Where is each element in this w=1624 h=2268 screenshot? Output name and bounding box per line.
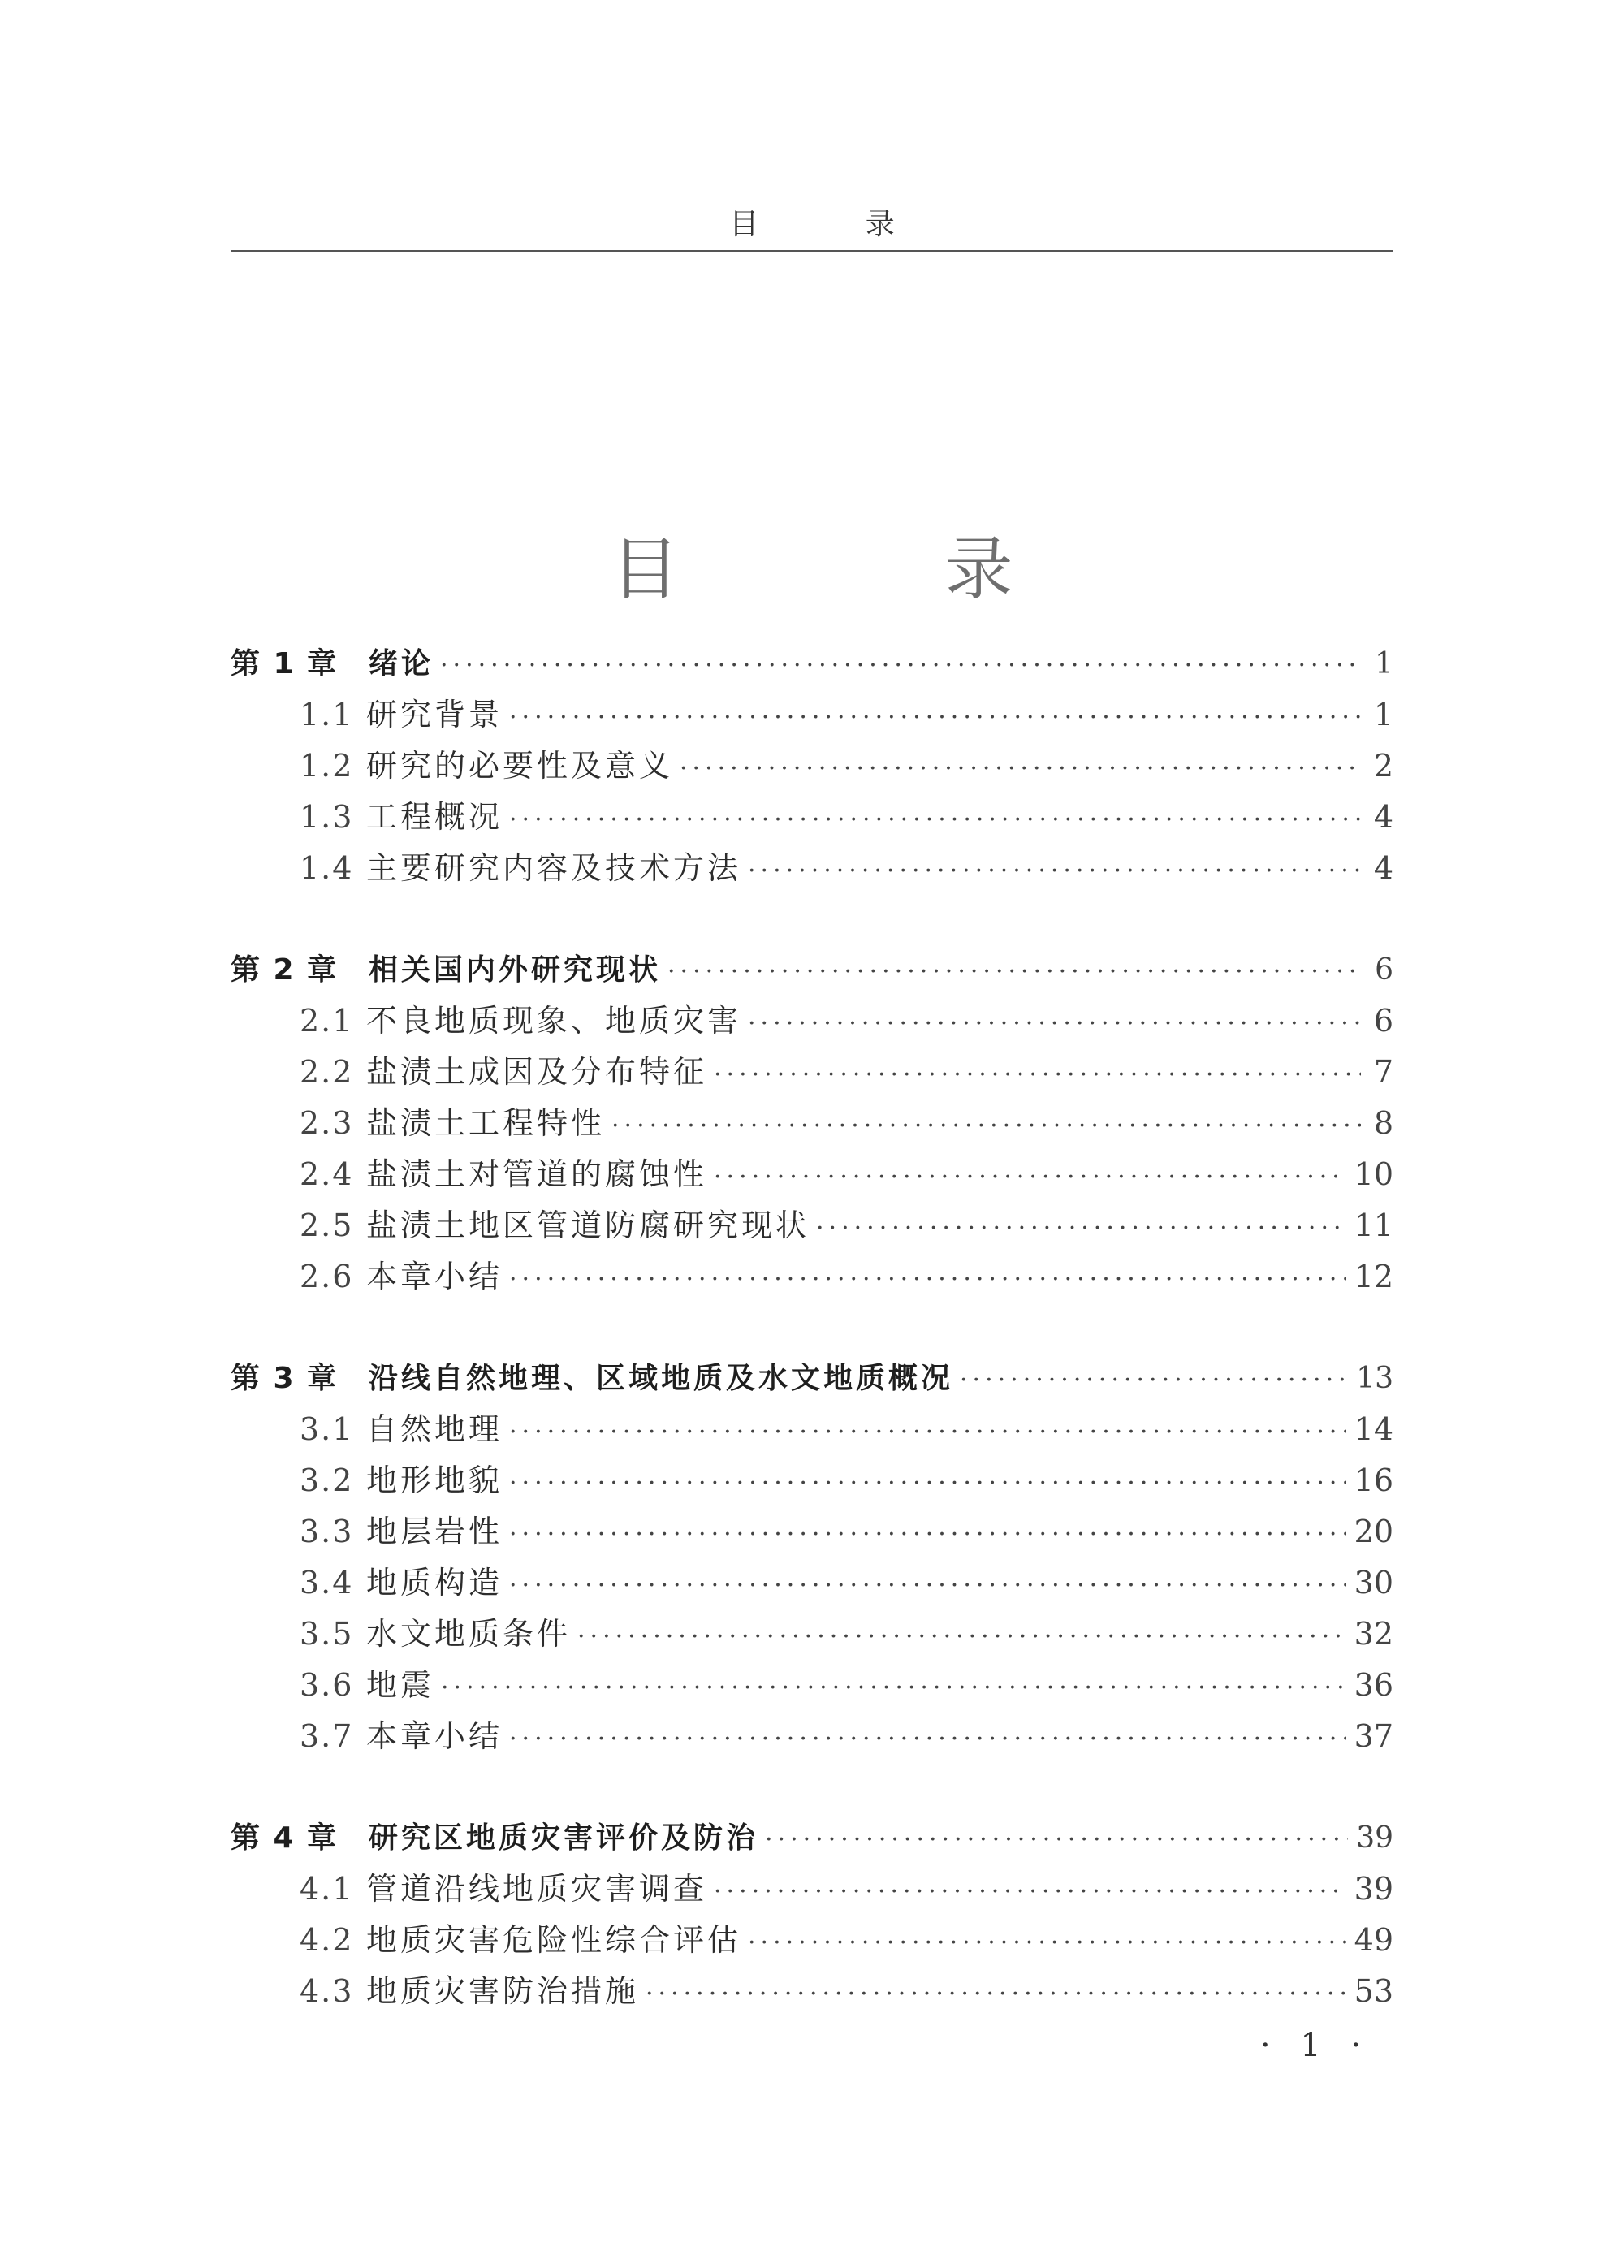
dot-leader [816, 1203, 1346, 1254]
page-number: 53 [1354, 1973, 1393, 2009]
section-number: 3.2 [300, 1462, 354, 1498]
dot-leader [440, 640, 1361, 691]
dot-leader [509, 1254, 1346, 1305]
page-number: 16 [1354, 1462, 1393, 1498]
dot-leader [646, 1968, 1346, 2020]
page-number: 37 [1354, 1718, 1393, 1754]
section-number: 1.1 [300, 697, 354, 732]
header-rule [231, 250, 1393, 252]
section-number: 2.6 [300, 1259, 354, 1294]
dot-leader [765, 1814, 1348, 1865]
section-number: 3.1 [300, 1411, 354, 1447]
chapter-label: 第 1 章 [231, 647, 339, 680]
dot-leader [714, 1151, 1346, 1203]
toc-section-row[interactable] [231, 1660, 1393, 1711]
dot-leader [577, 1611, 1346, 1662]
section-number: 3.4 [300, 1565, 354, 1601]
section-number: 1.3 [300, 799, 354, 835]
toc-section-row[interactable] [231, 792, 1393, 843]
dot-leader [509, 692, 1361, 743]
section-number: 4.2 [300, 1922, 354, 1958]
section-title: 地质灾害防治措施 [366, 1973, 640, 2009]
toc-section-row[interactable] [231, 996, 1393, 1047]
toc-section-row[interactable] [231, 1047, 1393, 1098]
page-number: 4 [1373, 799, 1393, 835]
section-number: 4.1 [300, 1871, 354, 1907]
section-number: 3.6 [300, 1667, 354, 1703]
page-folio: · 1 · [1259, 2027, 1371, 2064]
dot-leader [509, 794, 1361, 845]
dot-leader [748, 845, 1361, 896]
section-title: 地层岩性 [366, 1514, 503, 1549]
section-title: 研究背景 [366, 697, 503, 732]
page-number: 12 [1354, 1259, 1393, 1294]
chapter-title: 沿线自然地理、区域地质及水文地质概况 [369, 1362, 954, 1395]
toc-section-row[interactable] [231, 741, 1393, 792]
toc-section-row[interactable] [231, 1200, 1393, 1251]
dot-leader [714, 1866, 1346, 1917]
section-number: 1.2 [300, 748, 354, 784]
dot-leader [611, 1100, 1361, 1151]
section-number: 2.1 [300, 1003, 354, 1039]
section-number: 3.3 [300, 1514, 354, 1549]
toc-section-row[interactable] [231, 1609, 1393, 1660]
page-number: 10 [1354, 1156, 1393, 1192]
section-number: 1.4 [300, 850, 354, 886]
dot-leader [680, 743, 1361, 794]
dot-leader [509, 1406, 1346, 1458]
section-number: 2.4 [300, 1156, 354, 1192]
page-number: 30 [1354, 1565, 1393, 1601]
page-number: 2 [1373, 748, 1393, 784]
toc-section-row[interactable] [231, 843, 1393, 894]
toc-section-row[interactable] [231, 1966, 1393, 2017]
toc-section-row[interactable] [231, 1557, 1393, 1609]
chapter-label: 第 3 章 [231, 1362, 339, 1395]
page-number: 8 [1373, 1105, 1393, 1141]
section-number: 2.3 [300, 1105, 354, 1141]
toc-chapter-row[interactable] [231, 1812, 1393, 1864]
toc-section-row[interactable] [231, 1098, 1393, 1149]
section-title: 地形地貌 [366, 1462, 503, 1498]
section-title: 本章小结 [366, 1259, 503, 1294]
dot-leader [667, 946, 1361, 997]
chapter-label: 第 2 章 [231, 953, 339, 987]
dot-leader [509, 1458, 1346, 1509]
toc-chapter-3 [231, 1353, 1393, 1762]
dot-leader [509, 1560, 1346, 1611]
section-title: 地震 [366, 1667, 435, 1703]
section-title: 工程概况 [366, 799, 503, 835]
page-number: 32 [1354, 1616, 1393, 1652]
section-title: 本章小结 [366, 1718, 503, 1754]
chapter-title: 研究区地质灾害评价及防治 [369, 1821, 759, 1855]
section-title: 盐渍土工程特性 [366, 1105, 606, 1141]
page-number: 13 [1356, 1362, 1393, 1395]
toc-section-row[interactable] [231, 1915, 1393, 1966]
toc-chapter-row[interactable] [231, 1353, 1393, 1404]
dot-leader [509, 1509, 1346, 1560]
section-title: 研究的必要性及意义 [366, 748, 674, 784]
section-number: 3.5 [300, 1616, 354, 1652]
dot-leader [748, 998, 1361, 1049]
toc-chapter-row[interactable] [231, 638, 1393, 689]
dot-leader [960, 1354, 1348, 1406]
dot-leader [714, 1049, 1361, 1100]
section-number: 4.3 [300, 1973, 354, 2009]
page-number: 11 [1354, 1207, 1393, 1243]
dot-leader [441, 1662, 1346, 1713]
page-number: 14 [1354, 1411, 1393, 1447]
dot-leader [509, 1713, 1346, 1765]
toc-section-row[interactable] [231, 1251, 1393, 1302]
page-number: 1 [1375, 647, 1393, 680]
toc-section-row[interactable] [231, 1455, 1393, 1506]
running-header: 目 录 [729, 208, 944, 241]
page-number: 39 [1354, 1871, 1393, 1907]
toc-section-row[interactable] [231, 1864, 1393, 1915]
section-number: 3.7 [300, 1718, 354, 1754]
toc-section-row[interactable] [231, 689, 1393, 741]
toc-section-row[interactable] [231, 1711, 1393, 1762]
page-number: 6 [1375, 953, 1393, 987]
section-title: 盐渍土地区管道防腐研究现状 [366, 1207, 810, 1243]
section-title: 地质构造 [366, 1565, 503, 1601]
section-number: 2.2 [300, 1054, 354, 1090]
section-title: 盐渍土成因及分布特征 [366, 1054, 708, 1090]
toc-chapter-1 [231, 638, 1393, 894]
section-title: 不良地质现象、地质灾害 [366, 1003, 742, 1039]
toc-chapter-4 [231, 1812, 1393, 2017]
chapter-title: 绪论 [369, 647, 434, 680]
chapter-label: 第 4 章 [231, 1821, 339, 1855]
page-number: 1 [1373, 697, 1393, 732]
toc-section-row[interactable] [231, 1404, 1393, 1455]
dot-leader [748, 1917, 1346, 1968]
toc-section-row[interactable] [231, 1506, 1393, 1557]
page-title: 目 录 [611, 529, 1135, 610]
section-title: 自然地理 [366, 1411, 503, 1447]
chapter-title: 相关国内外研究现状 [369, 953, 662, 987]
section-number: 2.5 [300, 1207, 354, 1243]
toc-section-row[interactable] [231, 1149, 1393, 1200]
page-number: 4 [1373, 850, 1393, 886]
page-number: 6 [1373, 1003, 1393, 1039]
page-number: 7 [1373, 1054, 1393, 1090]
toc-chapter-row[interactable] [231, 944, 1393, 996]
page-number: 20 [1354, 1514, 1393, 1549]
page-number: 49 [1354, 1922, 1393, 1958]
page-number: 39 [1356, 1821, 1393, 1855]
section-title: 盐渍土对管道的腐蚀性 [366, 1156, 708, 1192]
section-title: 地质灾害危险性综合评估 [366, 1922, 742, 1958]
page-number: 36 [1354, 1667, 1393, 1703]
table-of-contents [231, 638, 1393, 2067]
section-title: 主要研究内容及技术方法 [366, 850, 742, 886]
section-title: 管道沿线地质灾害调查 [366, 1871, 708, 1907]
toc-chapter-2 [231, 944, 1393, 1302]
section-title: 水文地质条件 [366, 1616, 572, 1652]
